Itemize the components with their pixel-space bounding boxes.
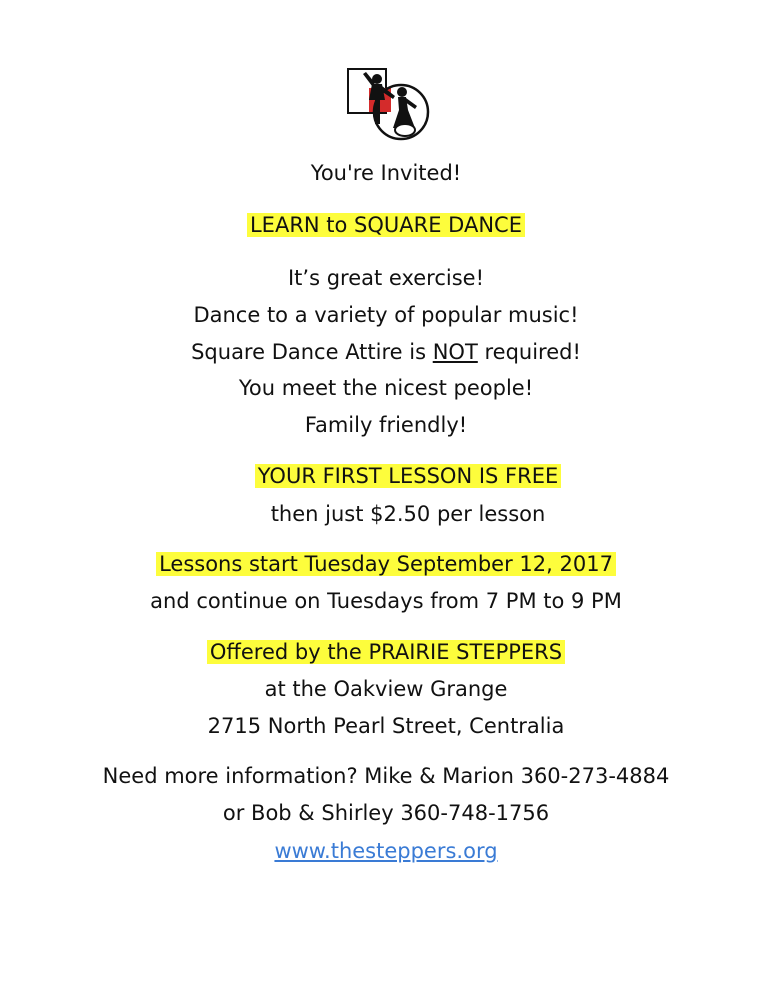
benefit-exercise: It’s great exercise! [287,266,484,290]
invite-line [0,158,772,188]
square-dance-couple-logo-icon [345,66,431,144]
host-venue-text: at the Oakview Grange [264,677,508,701]
host-offered-line [0,637,772,667]
host-offered-text: Offered by the PRAIRIE STEPPERS [207,640,565,664]
offer-price-line [22,499,772,529]
offer-free-line [22,461,772,491]
host-venue-line [0,674,772,704]
schedule-start-text: Lessons start Tuesday September 12, 2017 [156,552,616,576]
contact-line-2 [0,798,772,828]
contact-line-1 [0,761,772,791]
website-line [0,836,772,866]
schedule-continue-text: and continue on Tuesdays from 7 PM to 9 PM [150,589,622,613]
benefit-attire-before: Square Dance Attire is [191,340,433,364]
headline-text: LEARN to SQUARE DANCE [247,213,525,237]
website-link[interactable]: www.thesteppers.org [274,839,498,863]
benefit-line [0,373,772,403]
invite-text: You're Invited! [310,161,462,185]
benefit-family: Family friendly! [304,413,468,437]
host-address-line [0,711,772,741]
benefit-music: Dance to a variety of popular music! [193,303,579,327]
host-address-text: 2715 North Pearl Street, Centralia [207,714,565,738]
benefit-attire-after: required! [477,340,581,364]
benefit-line [0,300,772,330]
schedule-start-line [0,549,772,579]
offer-price-text: then just $2.50 per lesson [270,502,546,526]
schedule-continue-line [0,586,772,616]
offer-free-text: YOUR FIRST LESSON IS FREE [255,464,562,488]
benefit-line [0,337,772,367]
contact-text-2: or Bob & Shirley 360-748-1756 [222,801,550,825]
benefit-people: You meet the nicest people! [238,376,534,400]
benefit-line [0,410,772,440]
benefit-line [0,263,772,293]
benefit-attire-emphasis: NOT [432,340,478,364]
headline-line [0,210,772,240]
contact-text-1: Need more information? Mike & Marion 360-273-4884 [102,764,670,788]
